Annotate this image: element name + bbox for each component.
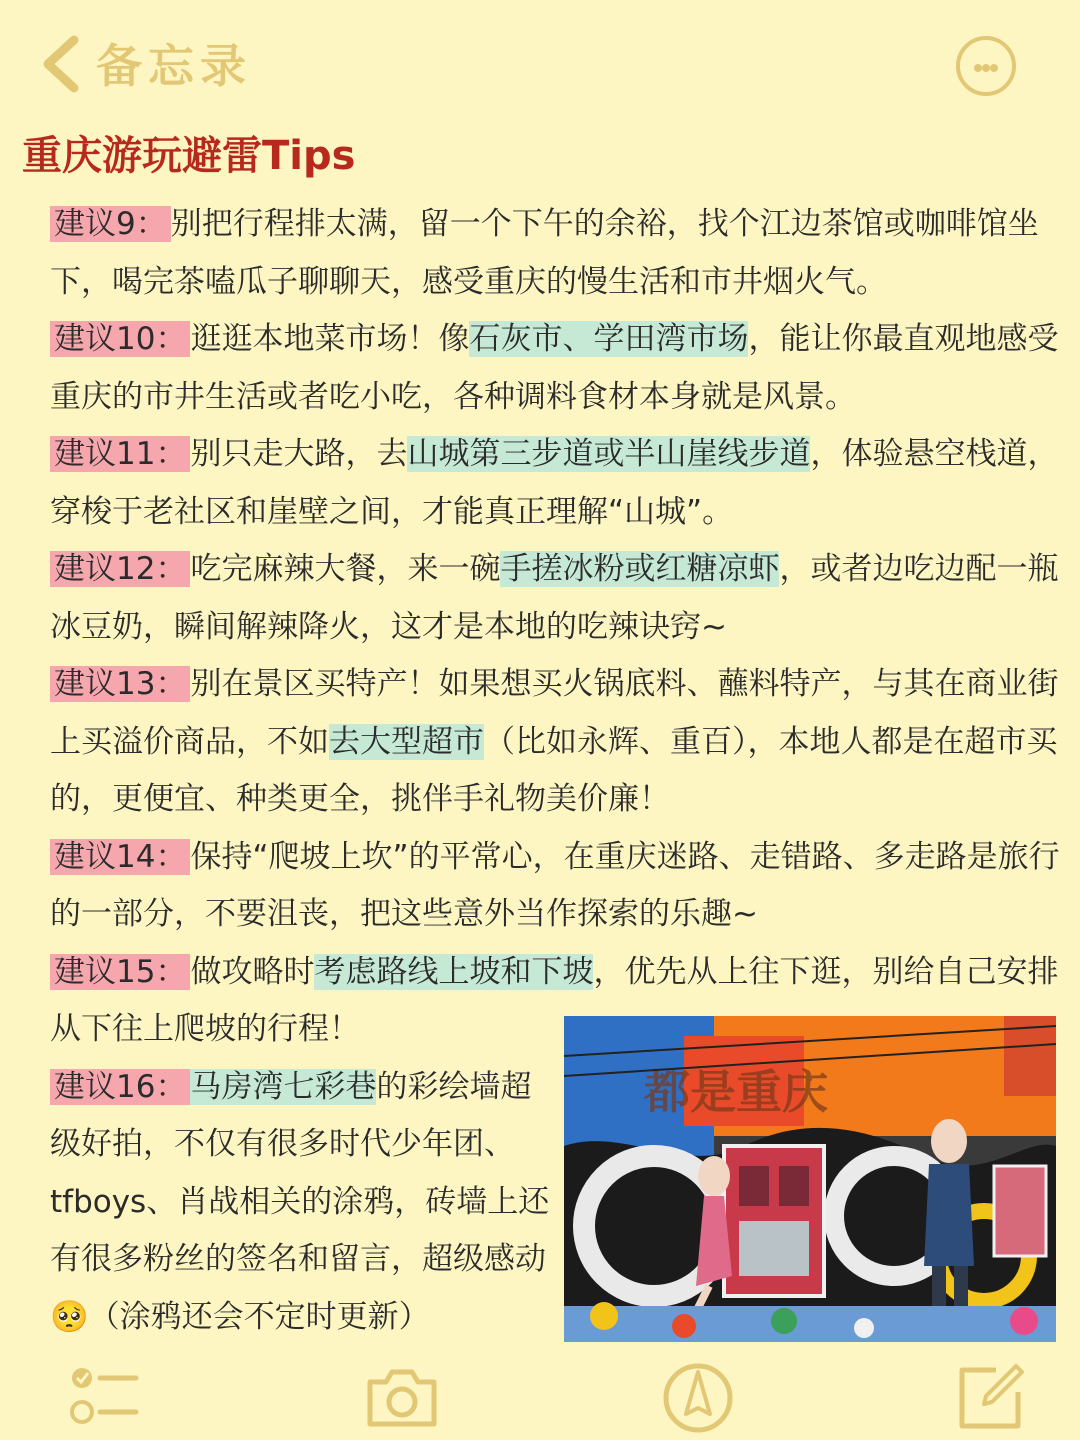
bottom-toolbar [0,1350,1080,1440]
tip-label: 建议13： [50,666,190,702]
tip-13 [50,656,1060,829]
tip-9 [50,196,1060,311]
graffiti-illustration [564,1016,1056,1342]
tip-highlight: 手搓冰粉或红糖凉虾 [500,551,780,587]
tip-highlight: 石灰市、学田湾市场 [469,321,749,357]
tip-highlight: 去大型超市 [329,723,484,760]
tip-10 [50,311,1060,426]
tip-text: ，体验悬空栈道，穿梭于老社区和崖壁之间，才能真正理解“山城”。 [50,436,1059,530]
tip-label: 建议12： [50,551,190,587]
graffiti-wall-photo[interactable] [564,1016,1056,1342]
tip-text: ，优先从上往下逛，别给自己安排从下往上爬坡的行程！ [50,953,1059,1047]
wall-graffiti-text: 都是重庆 [644,1065,828,1119]
tip-14 [50,829,1060,944]
top-bar [0,0,1080,120]
tip-11 [50,426,1060,541]
tip-highlight: 考虑路线上坡和下坡 [314,953,594,990]
tip-label: 建议16： [50,1069,190,1105]
tip-highlight: 马房湾七彩巷 [190,1068,377,1105]
note-title: 重庆游玩避雷Tips [22,133,356,179]
tip-text: 保持“爬坡上坎”的平常心，在重庆迷路、走错路、多走路是旅行的一部分，不要沮丧，把这些意外当作探索的乐趣~ [50,838,1060,932]
app-title[interactable]: 备忘录 [96,39,252,93]
tip-text: 的彩绘墙超级好拍，不仅有很多时代少年团、tfboys、肖战相关的涂鸦，砖墙上还有很多粉丝的签名和留言，超级感动🥺（涂鸦还会不定时更新） [50,1068,550,1335]
pen-markup-icon[interactable] [658,1358,738,1438]
tip-text: 逛逛本地菜市场！像 [190,321,470,357]
checklist-icon[interactable] [64,1358,144,1438]
tip-16 [50,1059,550,1347]
tip-12 [50,541,1060,656]
tip-label: 建议10： [50,321,190,357]
tip-text: 做攻略时 [190,953,315,990]
tip-text: ，或者边吃边配一瓶冰豆奶，瞬间解辣降火，这才是本地的吃辣诀窍~ [50,551,1059,645]
tip-label: 建议9： [50,206,171,242]
tip-text: （比如永辉、重百），本地人都是在超市买的，更便宜、种类更全，挑伴手礼物美价廉！ [50,723,1058,817]
tip-label: 建议11： [50,436,190,472]
tip-text: 别把行程排太满，留一个下午的余裕，找个江边茶馆或咖啡馆坐下，喝完茶嗑瓜子聊聊天，感受重庆的慢生活和市井烟火气。 [50,206,1039,300]
tip-text: 别只走大路，去 [190,436,408,472]
ellipsis-circle-icon[interactable] [956,36,1016,96]
tip-label: 建议15： [50,954,190,990]
chevron-left-icon[interactable] [36,34,88,94]
tip-label: 建议14： [50,839,190,875]
tip-text: 吃完麻辣大餐，来一碗 [190,551,501,587]
camera-icon[interactable] [362,1358,442,1438]
tip-highlight: 山城第三步道或半山崖线步道 [407,436,811,472]
tip-text: 别在景区买特产！如果想买火锅底料、蘸料特产，与其在商业街上买溢价商品，不如 [50,666,1059,760]
tip-text: ，能让你最直观地感受重庆的市井生活或者吃小吃，各种调料食材本身就是风景。 [50,321,1059,415]
compose-icon[interactable] [950,1358,1030,1438]
